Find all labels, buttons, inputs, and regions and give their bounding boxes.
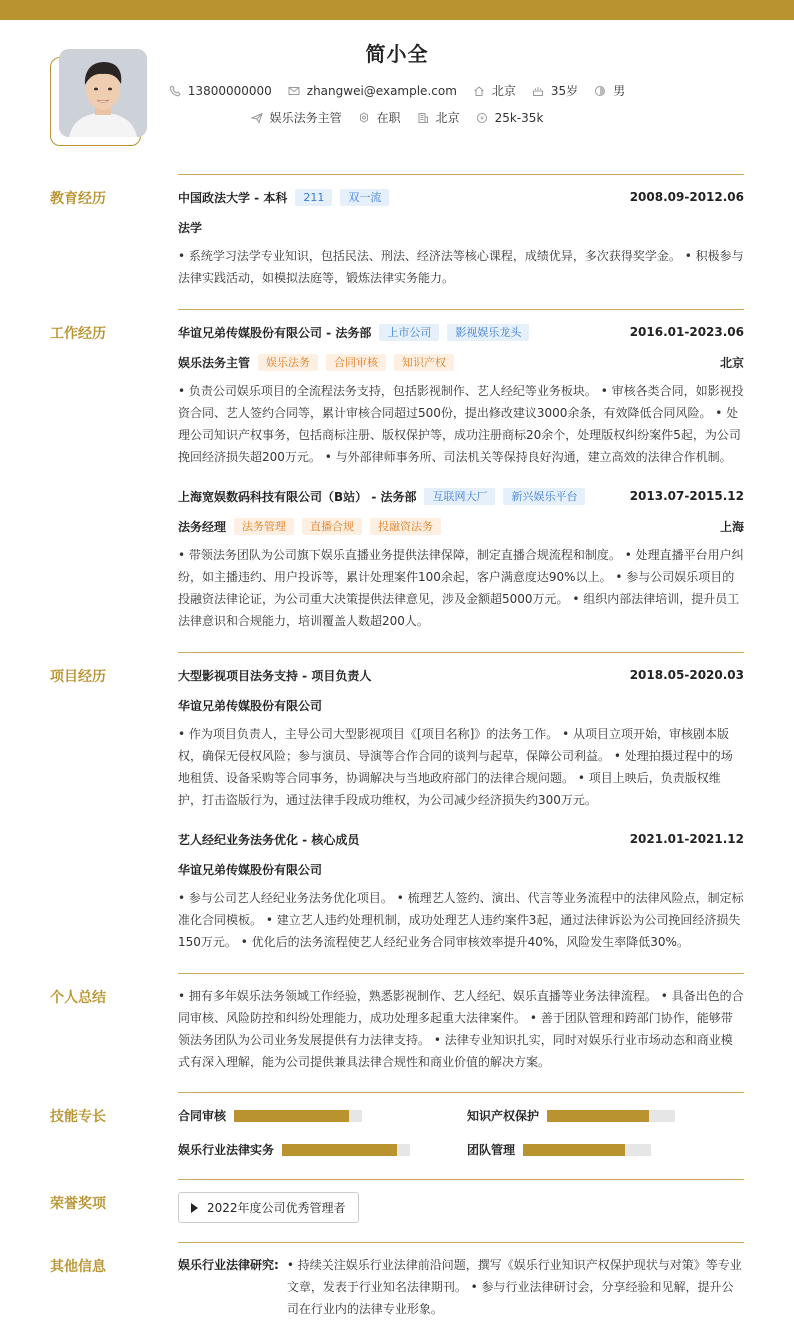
major: 法学 [178,220,203,235]
caret-right-icon [191,1203,198,1213]
divider [178,652,744,653]
divider [178,1179,744,1180]
skill-bar-fill [547,1110,649,1122]
gender-item [594,82,625,99]
work-description: • 负责公司娱乐项目的全流程法务支持，包括影视制作、艺人经纪等业务板块。 • 审核各类合同，如影视投资合同、艺人签约合同等，累计审核合同超过500份，提出修改建议3000余条，有效降低合同风险。 • 处理公司知识产权事务，包括商标注册、版权保护等，成功注册商标20余个，处理版权纠纷案件5起，为公司挽回经济损失超200万元。 • 与外部律师事务所、司法机关等保持良好沟通，建立高效的法律合作机制。 [178,384,744,464]
job-intent-row [0,109,794,126]
section-title-other: 其他信息 [50,1259,106,1275]
company-name: 华谊兄弟传媒股份有限公司 - 法务部 [178,325,372,340]
city-text: 北京 [435,111,460,125]
work-city: 上海 [719,519,744,534]
school-tag: 211 [295,189,332,206]
send-icon [251,112,263,124]
skill-tag: 法务管理 [234,518,294,535]
phone-icon [169,85,181,97]
skill-tag: 合同审核 [326,354,386,371]
education-period: 2008.09-2012.06 [629,190,744,204]
location-item [473,82,516,99]
section-title-work: 工作经历 [50,326,106,342]
divider [178,1092,744,1093]
skill-tag: 投融资法务 [370,518,441,535]
skill-name: 团队管理 [467,1143,516,1157]
location-text: 北京 [491,84,516,98]
section-title-summary: 个人总结 [50,990,106,1006]
salary-text: 25k-35k [494,110,544,125]
phone-text: 13800000000 [187,83,272,98]
skill-name: 知识产权保护 [467,1109,540,1123]
project-description: • 作为项目负责人，主导公司大型影视项目《[项目名称]》的法务工作。 • 从项目立项开始，审核剧本版权，确保无侵权风险；参与演员、导演等合作合同的谈判与起草，保障公司利益。 • 处理拍摄过程中的场地租赁、设备采购等合同事务，协调解决与当地政府部门的法律合规问题。 • 项目上映后，负责版权维护，打击盗版行为，通过法律手段成功维权，为公司减少经济损失约300万元。 [178,727,733,807]
school-name: 中国政法大学 - 本科 [178,190,288,205]
divider [178,1242,744,1243]
top-accent-bar [0,0,794,20]
divider [178,973,744,974]
work-entry [178,322,744,468]
skill-item [467,1107,675,1124]
education-description: • 系统学习法学专业知识，包括民法、刑法、经济法等核心课程，成绩优异，多次获得奖学金。 • 积极参与法律实践活动，如模拟法庭等，锻炼法律实务能力。 [178,249,744,285]
email-item [288,84,457,98]
other-label: 娱乐行业法律研究: [178,1258,279,1272]
skill-tag: 直播合规 [302,518,362,535]
other-text: • 持续关注娱乐行业法律前沿问题，撰写《娱乐行业知识产权保护现状与对策》等专业文章，发表于行业知名法律期刊。 • 参与行业法律研讨会，分享经验和见解，提升公司在行业内的法律专业形象。 [286,1258,742,1316]
company-name: 上海宽娱数码科技有限公司（B站） - 法务部 [178,489,417,504]
skill-bar [282,1144,410,1156]
education-entry [178,187,744,289]
position-text: 娱乐法务主管 [269,111,342,125]
position-item [251,109,342,126]
building-icon [417,112,429,124]
job-role: 法务经理 [178,519,227,534]
section-title-education: 教育经历 [50,191,106,207]
age-text: 35岁 [550,84,579,98]
job-role: 娱乐法务主管 [178,355,251,370]
school-tag: 双一流 [340,189,389,206]
gender-text: 男 [613,84,626,98]
company-tag: 互联网大厂 [424,488,495,505]
project-org: 华谊兄弟传媒股份有限公司 [178,698,323,713]
gender-icon [594,85,606,97]
work-description: • 带领法务团队为公司旗下娱乐直播业务提供法律保障，制定直播合规流程和制度。 • 处理直播平台用户纠纷，如主播违约、用户投诉等，累计处理案件100余起，客户满意度达90%以上。 • 参与公司娱乐项目的投融资法律论证，为公司重大决策提供法律意见，涉及金额超5000万元。 • 组织内部法律培训，提升员工法律意识和合规能力，培训覆盖人数超200人。 [178,548,744,628]
summary-block [178,985,744,1073]
work-city: 北京 [719,355,744,370]
home-icon [473,85,485,97]
coin-icon [476,112,488,124]
email-text: zhangwei@example.com [306,83,457,98]
city-item [417,109,460,126]
company-tag: 影视娱乐龙头 [447,324,529,341]
company-tag: 上市公司 [379,324,439,341]
salary-item [476,111,544,125]
skill-bar-fill [282,1144,397,1156]
company-tag: 新兴娱乐平台 [503,488,585,505]
skill-bar [234,1110,362,1122]
project-period: 2021.01-2021.12 [629,832,744,846]
status-text: 在职 [376,111,401,125]
work-entry [178,486,744,632]
section-title-honors: 荣誉奖项 [50,1196,106,1212]
skill-item [178,1107,362,1124]
contact-row [0,82,794,99]
mail-icon [288,85,300,97]
work-period: 2013.07-2015.12 [629,489,744,503]
candidate-name: 简小全 [365,42,429,66]
skill-item [178,1141,410,1158]
skill-bar [547,1110,675,1122]
honor-text: 2022年度公司优秀管理者 [207,1201,346,1215]
project-title: 艺人经纪业务法务优化 - 核心成员 [178,832,360,847]
skill-bar-fill [523,1144,625,1156]
divider [178,309,744,310]
skill-tag: 知识产权 [394,354,454,371]
project-description: • 参与公司艺人经纪业务法务优化项目。 • 梳理艺人签约、演出、代言等业务流程中的法律风险点，制定标准化合同模板。 • 建立艺人违约处理机制，成功处理艺人违约案件3起，通过法律诉讼为公司挽回经济损失150万元。 • 优化后的法务流程使艺人经纪业务合同审核效率提升40%，风险发生率降低30%。 [178,891,744,949]
skill-name: 合同审核 [178,1109,227,1123]
other-block [178,1254,744,1320]
age-item [532,82,578,99]
section-title-projects: 项目经历 [50,669,106,685]
summary-text: • 拥有多年娱乐法务领域工作经验，熟悉影视制作、艺人经纪、娱乐直播等业务法律流程。 • 具备出色的合同审核、风险防控和纠纷处理能力，成功处理多起重大法律案件。 • 善于团队管理和跨部门协作，能够带领法务团队为公司业务发展提供有力法律支持。 • 法律专业知识扎实，同时对娱乐行业市场动态和商业模式有深入理解，能为公司提供兼具法律合规性和商业价值的解决方案。 [178,989,744,1069]
cake-icon [532,85,544,97]
project-org: 华谊兄弟传媒股份有限公司 [178,862,323,877]
gear-icon [358,112,370,124]
divider [178,174,744,175]
skill-tag: 娱乐法务 [258,354,318,371]
project-entry [178,829,744,953]
skill-bar-fill [234,1110,349,1122]
skill-name: 娱乐行业法律实务 [178,1143,275,1157]
phone-item [169,84,272,98]
project-title: 大型影视项目法务支持 - 项目负责人 [178,668,372,683]
skill-item [467,1141,651,1158]
work-period: 2016.01-2023.06 [629,325,744,339]
honor-item[interactable] [178,1192,359,1223]
section-title-skills: 技能专长 [50,1109,106,1125]
skill-bar [523,1144,651,1156]
project-period: 2018.05-2020.03 [629,668,744,682]
status-item [358,109,401,126]
project-entry [178,665,744,811]
